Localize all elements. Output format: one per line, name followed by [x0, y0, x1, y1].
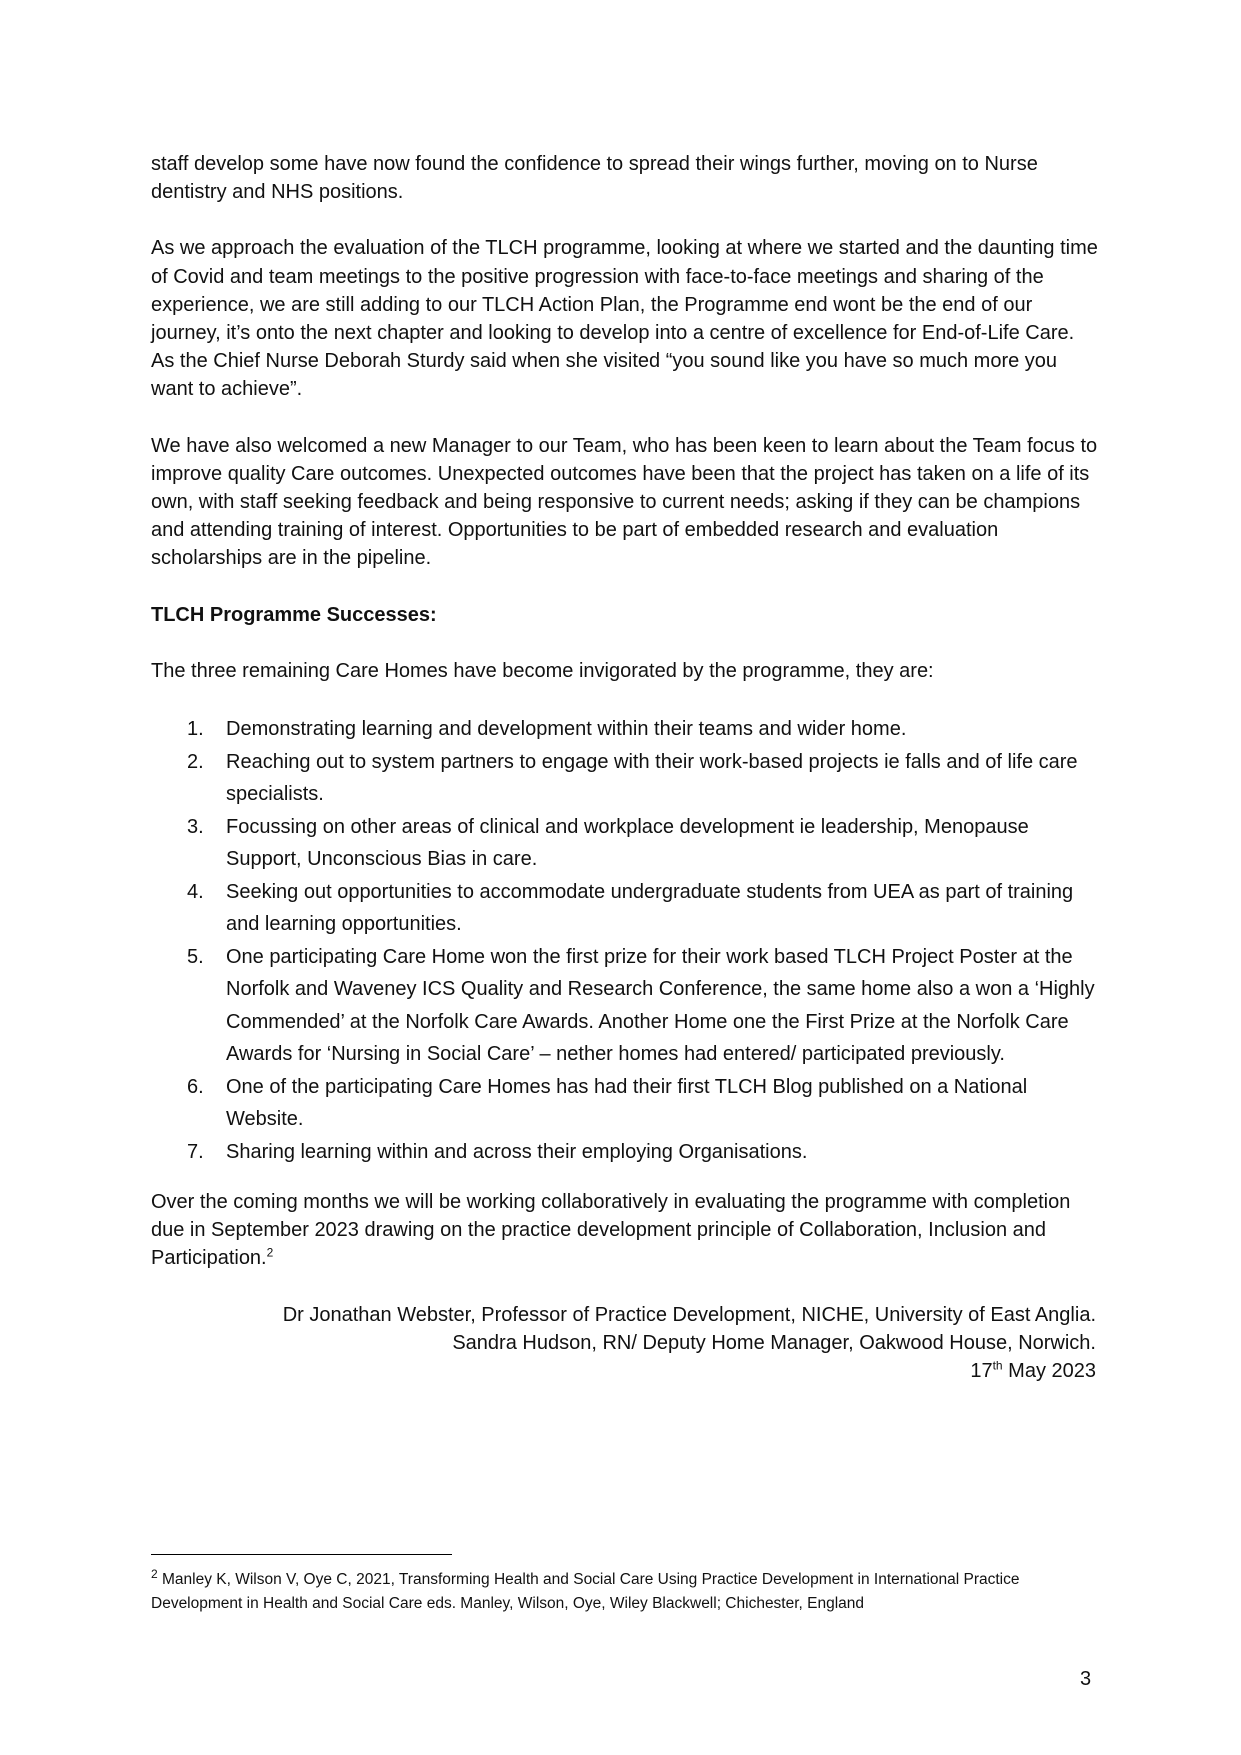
- signature-date: [151, 1357, 1096, 1385]
- successes-list: [151, 713, 1101, 1168]
- list-item: [151, 811, 1101, 876]
- list-item-number: 2.: [187, 750, 204, 773]
- list-item: [151, 876, 1101, 941]
- footnote-number: 2: [151, 1566, 158, 1581]
- list-item: [151, 1071, 1101, 1136]
- paragraph-evaluation: As we approach the evaluation of the TLCH programme, looking at where we started and the daunting time of Covid and team meetings to the positive progression with face-to-face meetings and sharing of the experience, we are still adding to our TLCH Action Plan, the Programme end wont be the end of our journey, it’s onto the next chapter and looking to develop into a centre of excellence for End-of-Life Care. As the Chief Nurse Deborah Sturdy said when she visited “you sound like you have so much more you want to achieve”.: [151, 237, 1098, 401]
- list-item: [151, 746, 1101, 811]
- document-body: [151, 150, 1101, 1385]
- list-item: [151, 1136, 1101, 1169]
- list-intro: The three remaining Care Homes have become invigorated by the programme, they are:: [151, 659, 934, 682]
- signature-block: [151, 1301, 1096, 1385]
- list-item-text: Demonstrating learning and development within their teams and wider home.: [226, 718, 907, 741]
- page-number: 3: [1080, 1668, 1092, 1690]
- closing-text: Over the coming months we will be working collaboratively in evaluating the programme with completion due in September 2023 drawing on the practice development principle of Collaboration, Inclusion and Participation.: [151, 1191, 1071, 1270]
- list-item-text: Sharing learning within and across their employing Organisations.: [226, 1140, 808, 1163]
- closing-paragraph: [151, 1188, 1101, 1273]
- list-item-number: 5.: [187, 945, 204, 968]
- list-item-text: Reaching out to system partners to engage with their work-based projects ie falls and of life care specialists.: [226, 750, 1078, 806]
- footnote: [151, 1568, 1101, 1616]
- date-month-year: May 2023: [1002, 1359, 1096, 1382]
- date-day: 17: [970, 1359, 993, 1382]
- list-item-number: 7.: [187, 1140, 204, 1163]
- list-item-number: 4.: [187, 880, 204, 903]
- paragraph-staff-development: staff develop some have now found the confidence to spread their wings further, moving on to Nurse dentistry and NHS positions.: [151, 153, 1038, 204]
- list-item-text: One participating Care Home won the first prize for their work based TLCH Project Poster at the Norfolk and Waveney ICS Quality and Research Conference, the same home also a won a ‘Highly Commended’ at the Norfolk Care Awards. Another Home one the First Prize at the Norfolk Care Awards for ‘Nursing in Social Care’ – nether homes had entered/ participated previously.: [226, 945, 1095, 1066]
- list-item: [151, 941, 1101, 1071]
- list-item-text: Seeking out opportunities to accommodate undergraduate students from UEA as part of training and learning opportunities.: [226, 880, 1074, 936]
- list-item-text: Focussing on other areas of clinical and workplace development ie leadership, Menopause Support, Unconscious Bias in care.: [226, 815, 1029, 871]
- list-item-number: 3.: [187, 815, 204, 838]
- list-item-number: 6.: [187, 1075, 204, 1098]
- section-heading: TLCH Programme Successes:: [151, 603, 437, 626]
- list-item-number: 1.: [187, 718, 204, 741]
- paragraph-new-manager: We have also welcomed a new Manager to our Team, who has been keen to learn about the Team focus to improve quality Care outcomes. Unexpected outcomes have been that the project has taken on a life of its own, with staff seeking feedback and being responsive to current needs; asking if they can be champions and attending training of interest. Opportunities to be part of embedded research and evaluation scholarships are in the pipeline.: [151, 434, 1098, 570]
- list-item: [151, 713, 1101, 746]
- list-item-text: One of the participating Care Homes has had their first TLCH Blog published on a National Website.: [226, 1075, 1028, 1131]
- signature-author-2: Sandra Hudson, RN/ Deputy Home Manager, Oakwood House, Norwich.: [452, 1331, 1096, 1354]
- footnote-text: Manley K, Wilson V, Oye C, 2021, Transforming Health and Social Care Using Practice Development in International Practice Development in Health and Social Care eds. Manley, Wilson, Oye, Wiley Blackwell; Chichester, England: [151, 1571, 1020, 1612]
- footnote-divider: [151, 1554, 452, 1555]
- date-ordinal: th: [992, 1358, 1003, 1372]
- footnote-reference[interactable]: 2: [266, 1245, 274, 1260]
- signature-author-1: Dr Jonathan Webster, Professor of Practice Development, NICHE, University of East Anglia.: [282, 1303, 1096, 1326]
